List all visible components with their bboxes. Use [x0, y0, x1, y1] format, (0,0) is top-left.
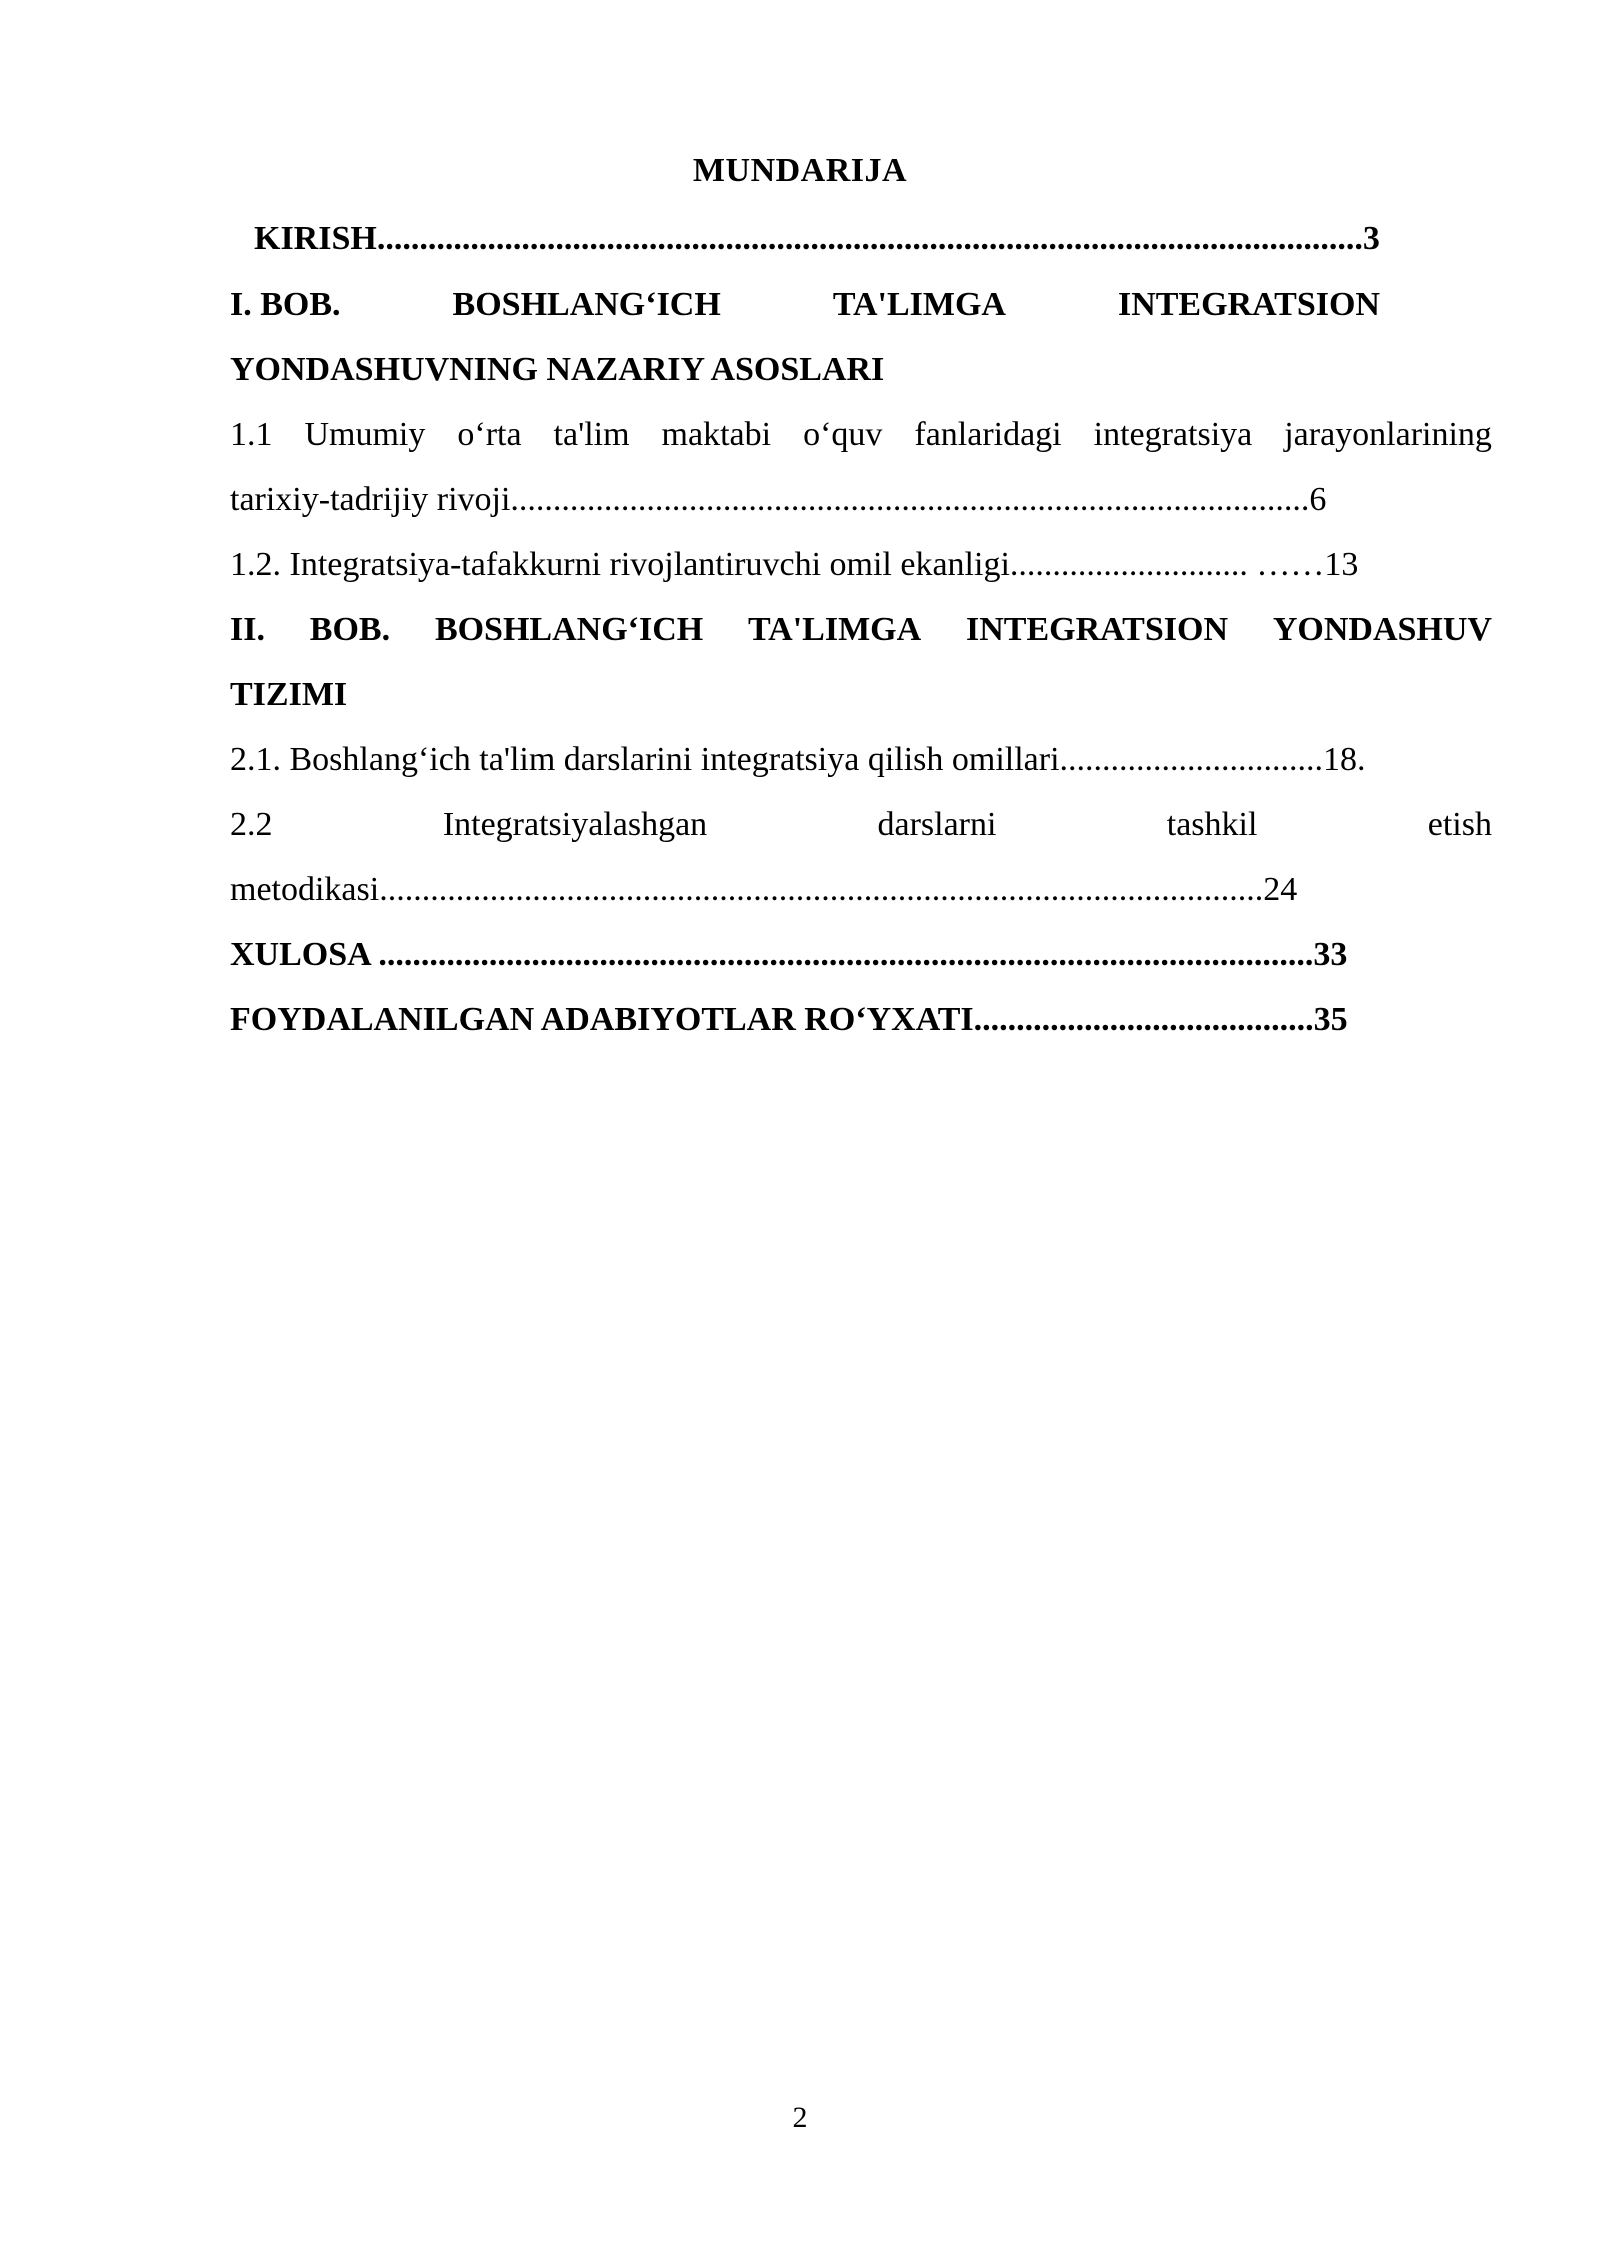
- toc-section-2-1: 2.1. Boshlang‘ich ta'lim darslarini integratsiya qilish omillari...............................18.: [230, 741, 1366, 778]
- toc-chapter-2-line-1: [230, 610, 1492, 650]
- toc-chapter-1-line-1: [230, 285, 1492, 325]
- page-number: 2: [792, 2101, 808, 2134]
- toc-word: ta'lim: [553, 416, 630, 453]
- toc-word: TA'LIMGA: [748, 611, 922, 648]
- toc-section-1-1-line-2: tarixiy-tadrijiy rivoji..............................................................................................6: [230, 481, 1327, 518]
- toc-word: maktabi: [661, 416, 772, 453]
- toc-word: BOSHLANG‘ICH: [452, 286, 721, 323]
- toc-word: INTEGRATSION: [966, 611, 1229, 648]
- toc-section-2-2-line-2: metodikasi........................................................................................................24: [230, 871, 1298, 908]
- toc-word: I. BOB.: [230, 286, 341, 323]
- toc-section-1-1-line-1: [230, 415, 1492, 455]
- toc-word: II.: [230, 611, 265, 648]
- toc-entry-adabiyotlar: FOYDALANILGAN ADABIYOTLAR RO‘YXATI........................................35: [230, 1001, 1348, 1038]
- toc-word: o‘rta: [457, 416, 522, 453]
- page-title: MUNDARIJA: [692, 152, 908, 189]
- toc-word: Integratsiyalashgan: [442, 806, 708, 843]
- toc-word: darslarni: [877, 806, 997, 843]
- toc-word: BOSHLANG‘ICH: [434, 611, 704, 648]
- toc-word: TA'LIMGA: [832, 286, 1006, 323]
- toc-word: integratsiya: [1093, 416, 1253, 453]
- toc-word: 2.2: [230, 806, 273, 843]
- toc-chapter-1-line-2: YONDASHUVNING NAZARIY ASOSLARI: [230, 351, 885, 388]
- toc-word: Umumiy: [304, 416, 426, 453]
- toc-word: jarayonlarining: [1284, 416, 1492, 453]
- toc-section-2-2-line-1: [230, 805, 1492, 845]
- toc-entry-xulosa: XULOSA ..............................................................................................................33: [230, 936, 1348, 973]
- toc-entry-kirish: KIRISH....................................................................................................................3: [254, 220, 1380, 257]
- toc-section-1-2: 1.2. Integratsiya-tafakkurni rivojlantiruvchi omil ekanligi............................ ……13: [230, 546, 1359, 583]
- toc-word: INTEGRATSION: [1117, 286, 1380, 323]
- toc-word: BOB.: [309, 611, 391, 648]
- toc-word: o‘quv: [803, 416, 883, 453]
- toc-word: tashkil: [1166, 806, 1258, 843]
- toc-word: etish: [1427, 806, 1492, 843]
- toc-word: 1.1: [230, 416, 273, 453]
- toc-word: fanlaridagi: [914, 416, 1062, 453]
- toc-word: YONDASHUV: [1272, 611, 1492, 648]
- toc-chapter-2-line-2: TIZIMI: [230, 676, 348, 713]
